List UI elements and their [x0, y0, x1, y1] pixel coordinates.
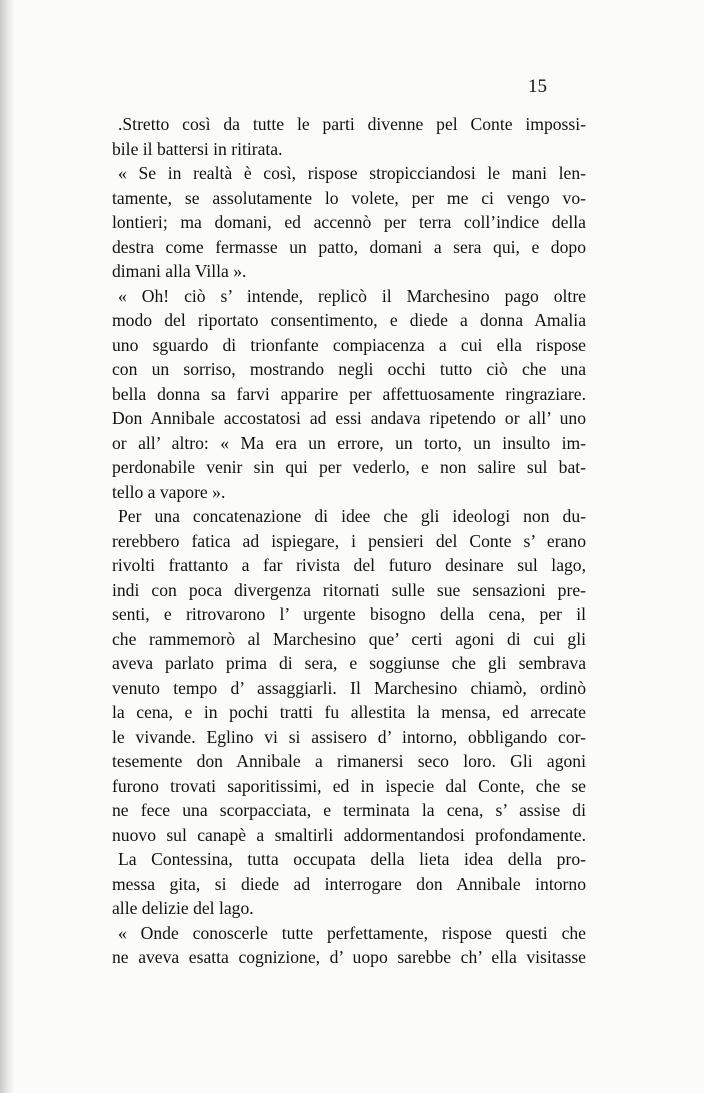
text-line: La Contessina, tutta occupata della lieta idea della pro- — [118, 849, 586, 869]
text-line: destra come fermasse un patto, domani a sera qui, e dopo — [112, 236, 586, 257]
page-number: 15 — [528, 76, 547, 97]
text-line: alle delizie del lago. — [112, 898, 254, 918]
text-line: « Onde conoscerle tutte perfettamente, rispose questi che — [118, 922, 586, 943]
text-line: aveva parlato prima di sera, e soggiunse che gli sembrava — [112, 653, 586, 673]
text-line: bella donna sa farvi apparire per affettuosamente ringraziare. — [112, 383, 586, 404]
text-line: ne fece una scorpacciata, e terminata la cena, s’ assise di — [112, 800, 586, 820]
text-line: che rammemorò al Marchesino que’ certi agoni di cui gli — [112, 628, 586, 649]
text-line: senti, e ritrovarono l’ urgente bisogno della cena, per il — [112, 604, 586, 624]
text-line: « Se in realtà è così, rispose stropicciandosi le mani len- — [118, 163, 586, 183]
text-line: venuto tempo d’ assaggiarli. Il Marchesino chiamò, ordinò — [112, 677, 586, 698]
text-line: nuovo sul canapè a smaltirli addormentandosi profondamente. — [112, 824, 586, 845]
text-line: or all’ altro: « Ma era un errore, un torto, un insulto im- — [112, 432, 586, 453]
text-line: lontieri; ma domani, ed accennò per terra coll’indice della — [112, 212, 586, 232]
text-line: tello a vapore ». — [112, 481, 226, 502]
text-line: Per una concatenazione di idee che gli ideologi non du- — [118, 506, 586, 526]
page-gutter-shadow — [0, 0, 14, 1093]
text-line: bile il battersi in ritirata. — [112, 138, 283, 159]
body-text — [112, 112, 586, 970]
text-line: .Stretto così da tutte le parti divenne pel Conte impossi- — [118, 114, 586, 134]
text-line: rerebbero fatica ad ispiegare, i pensieri del Conte s’ erano — [112, 530, 586, 551]
text-line: la cena, e in pochi tratti fu allestita la mensa, ed arrecate — [112, 702, 586, 722]
text-line: modo del riportato consentimento, e diede a donna Amalia — [112, 310, 586, 330]
text-line: tamente, se assolutamente lo volete, per me ci vengo vo- — [112, 187, 586, 208]
text-line: con un sorriso, mostrando negli occhi tutto ciò che una — [112, 359, 586, 379]
text-line: dimani alla Villa ». — [112, 261, 247, 281]
text-line: perdonabile venir sin qui per vederlo, e non salire sul bat- — [112, 457, 586, 477]
text-line: le vivande. Eglino vi si assisero d’ intorno, obbligando cor- — [112, 726, 586, 747]
text-line: uno sguardo di trionfante compiacenza a cui ella rispose — [112, 334, 586, 355]
text-line: ne aveva esatta cognizione, d’ uopo sarebbe ch’ ella visitasse — [112, 947, 586, 967]
text-line: rivolti frattanto a far rivista del futuro desinare sul lago, — [112, 555, 586, 575]
text-line: indi con poca divergenza ritornati sulle sue sensazioni pre- — [112, 579, 586, 600]
text-line: furono trovati saporitissimi, ed in ispecie dal Conte, che se — [112, 775, 586, 796]
text-line: messa gita, si diede ad interrogare don Annibale intorno — [112, 873, 586, 894]
text-line: tesemente don Annibale a rimanersi seco loro. Gli agoni — [112, 751, 586, 771]
text-line: « Oh! ciò s’ intende, replicò il Marchesino pago oltre — [118, 285, 586, 306]
text-line: Don Annibale accostatosi ad essi andava ripetendo or all’ uno — [112, 408, 586, 428]
